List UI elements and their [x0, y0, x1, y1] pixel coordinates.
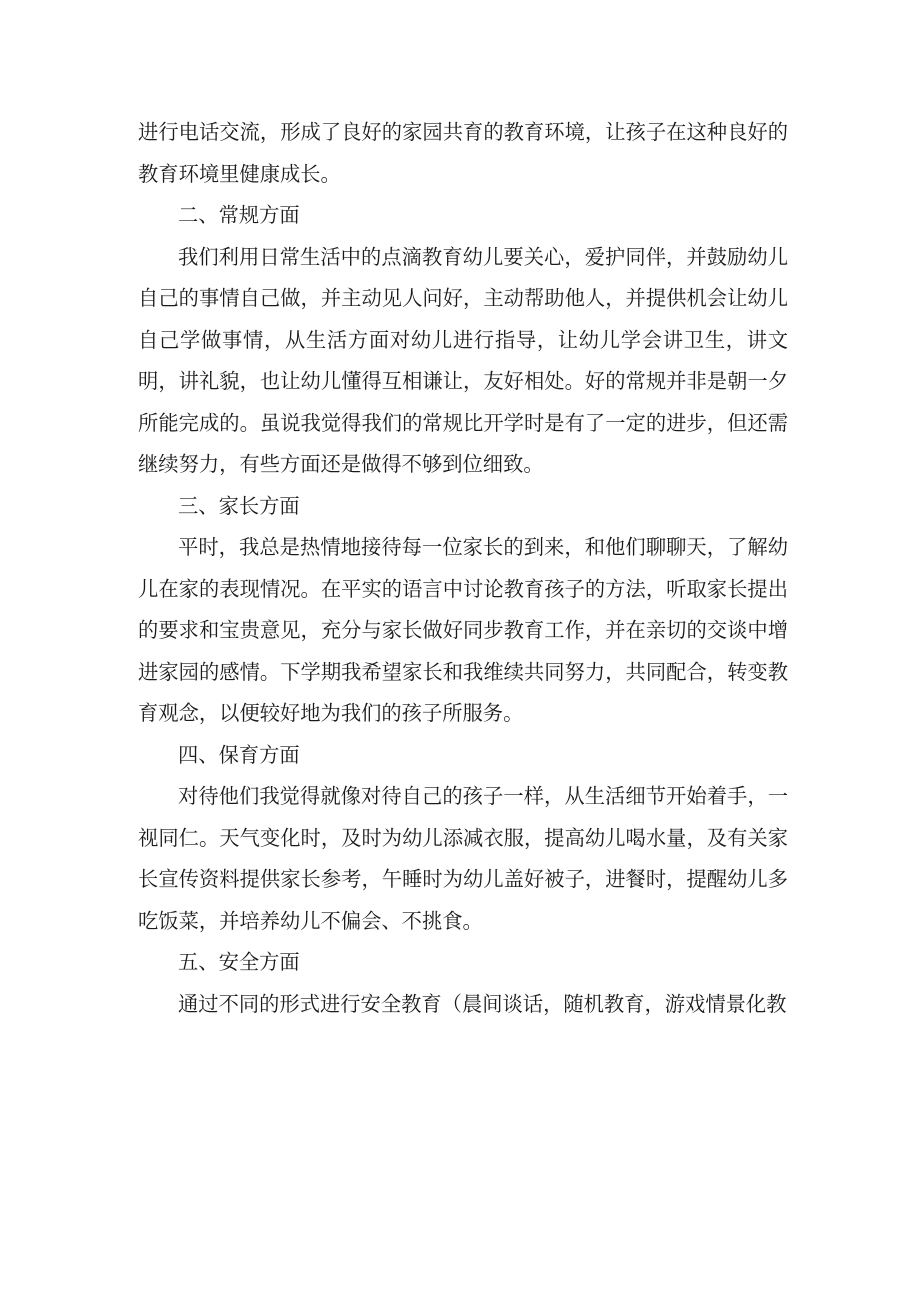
section-heading-routine: 二、常规方面	[178, 203, 300, 227]
paragraph-childcare: 对待他们我觉得就像对待自己的孩子一样，从生活细节开始着手，一视同仁。天气变化时，及时为幼儿添减衣服，提高幼儿喝水量，及有关家长宣传资料提供家长参考，午睡时为幼儿盖好被子，进餐时，提醒幼儿多吃饭菜，并培养幼儿不偏会、不挑食。	[138, 784, 788, 933]
document-body	[138, 112, 788, 1025]
paragraph-safety: 通过不同的形式进行安全教育（晨间谈话，随机教育，游戏情景化教	[178, 991, 787, 1016]
paragraph-routine: 我们利用日常生活中的点滴教育幼儿要关心，爱护同伴，并鼓励幼儿自己的事情自己做，并主动见人问好，主动帮助他人，并提供机会让幼儿自己学做事情，从生活方面对幼儿进行指导，让幼儿学会讲卫生，讲文明，讲礼貌，也让幼儿懂得互相谦让，友好相处。好的常规并非是朝一夕所能完成的。虽说我觉得我们的常规比开学时是有了一定的进步，但还需继续努力，有些方面还是做得不够到位细致。	[138, 244, 788, 476]
paragraph-parents: 平时，我总是热情地接待每一位家长的到来，和他们聊聊天，了解幼儿在家的表现情况。在平实的语言中讨论教育孩子的方法，听取家长提出的要求和宝贵意见，充分与家长做好同步教育工作，并在亲切的交谈中增进家园的感情。下学期我希望家长和我维续共同努力，共同配合，转变教育观念，以便较好地为我们的孩子所服务。	[138, 535, 788, 725]
section-heading-parents: 三、家长方面	[178, 493, 300, 518]
section-heading-safety: 五、安全方面	[178, 950, 300, 974]
section-heading-childcare: 四、保育方面	[178, 742, 300, 767]
paragraph-home-school-closing: 进行电话交流，形成了良好的家园共育的教育环境，让孩子在这种良好的教育环境里健康成长。	[138, 120, 788, 186]
